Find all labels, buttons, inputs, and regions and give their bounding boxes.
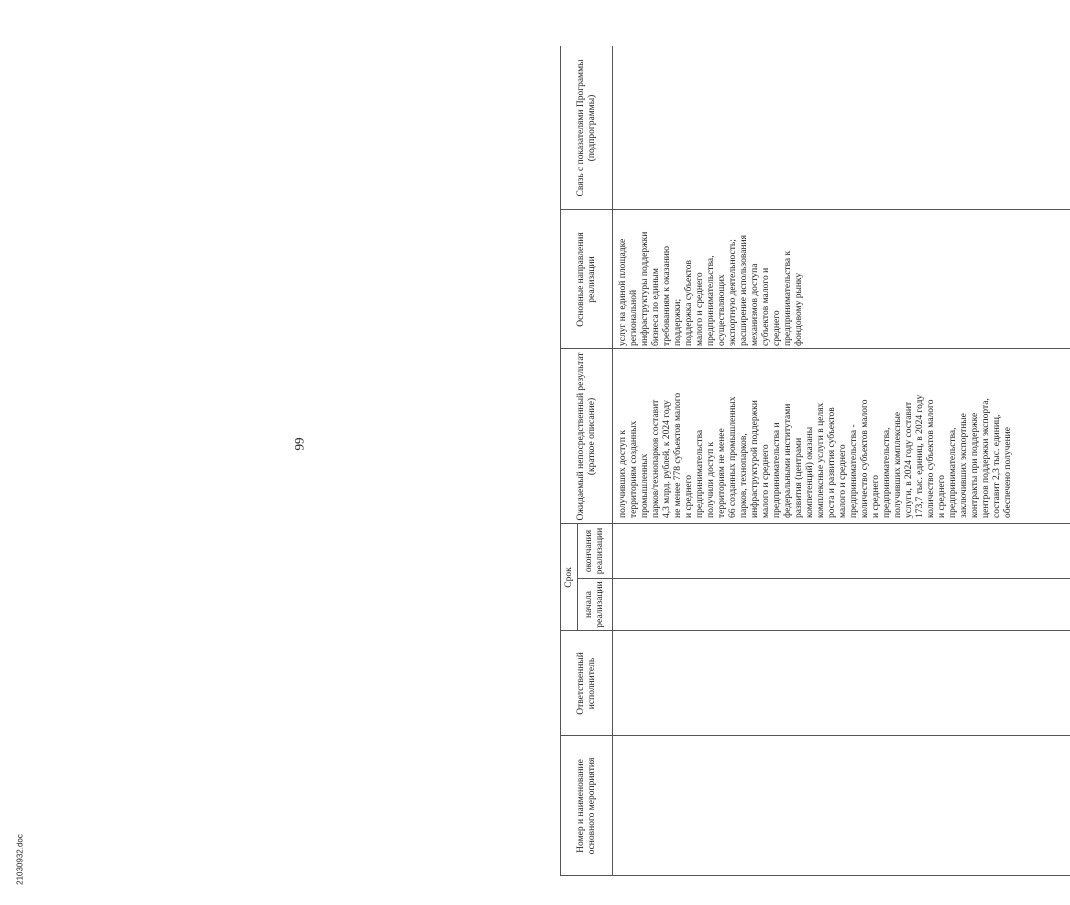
col-line-1 — [560, 735, 1070, 736]
header-end: окончания реализации — [584, 527, 605, 575]
table-border-top — [560, 46, 561, 876]
col-line-5 — [560, 348, 1070, 349]
header-activity: Номер и наименование основного мероприятия — [576, 757, 597, 855]
col-line-6 — [560, 209, 1070, 210]
cell-result: получивших доступ к территориям созданных промышленных парков/технопарков составит 4,3 млрд. рублей, к 2024 году не менее 778 субъектов малого и среднего предпринимательства получили доступ к территориям не менее 66 созданных промышленных парков, технопарков, инфраструктурой поддержки малого и среднего предпринимательства и федеральными институтами развития (центрами компетенций) оказаны комплексные услуги в целях роста и развития субъектов малого и среднего предпринимательства - количество субъектов малого и среднего предпринимательства, получивших комплексные услуги, в 2024 году составит 173,7 тыс. единиц, в 2024 году количество субъектов малого и среднего предпринимательства, заключивших экспортные контракты при поддержке центров поддержки экспорта, составит 2,3 тыс. единиц, обеспечено получение — [618, 392, 1013, 518]
col-line-4 — [560, 523, 1070, 524]
header-directions: Основные направления реализации — [576, 232, 597, 327]
col-line-0 — [560, 875, 1070, 876]
header-indicators: Связь с показателями Программы (подпрограммы) — [576, 59, 597, 197]
rotated-table — [560, 46, 1070, 876]
col-line-3 — [577, 578, 1070, 579]
page-number: 99 — [291, 437, 307, 451]
footer-filename: 21030932.doc — [15, 834, 25, 885]
col-line-2 — [560, 630, 1070, 631]
header-start: начала реализации — [584, 581, 605, 628]
header-result: Ожидаемый непосредственный результат (краткое описание) — [576, 352, 597, 521]
header-executor: Ответственный исполнитель — [576, 652, 597, 715]
cell-directions: услуг на единой площадке региональной инфраструктуры поддержки бизнеса по единым требованиям к оказанию поддержки; поддержка субъектов малого и среднего предпринимательства, осуществляющих экспортную деятельность; расширение использования механизмов доступа субъектов малого и среднего предпринимательства к фондовому рынку — [618, 231, 804, 346]
header-divider — [612, 46, 613, 876]
header-term: Срок — [564, 567, 574, 588]
